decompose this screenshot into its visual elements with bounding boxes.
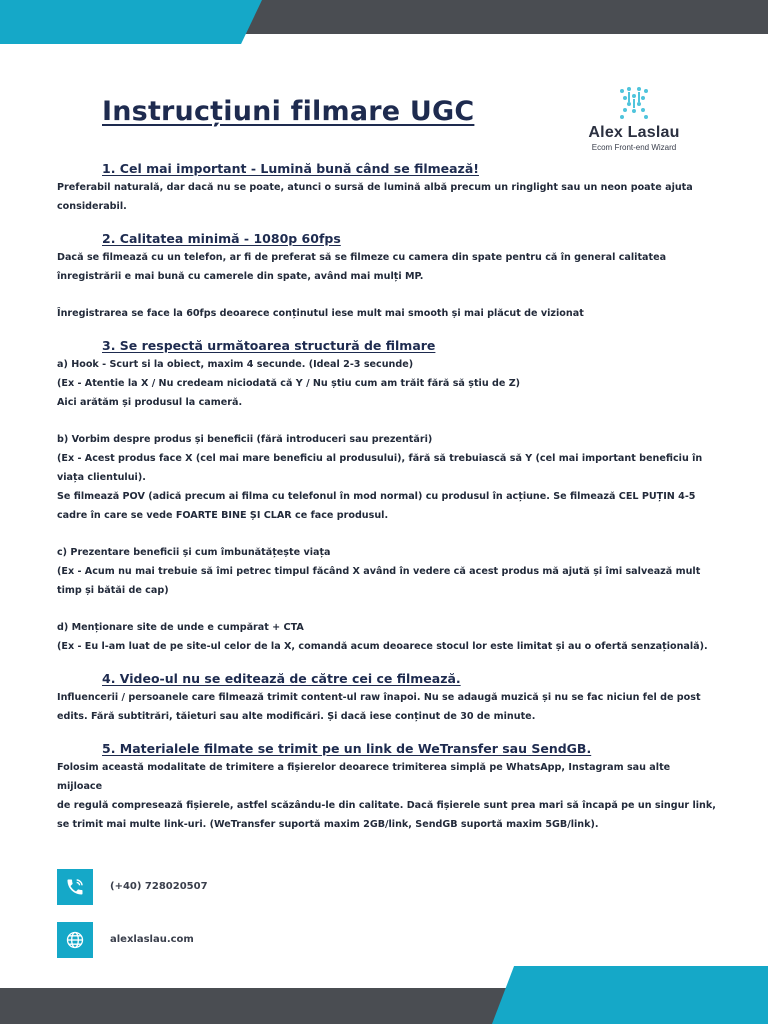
- paragraph-line: c) Prezentare beneficii și cum îmbunătățește viața: [57, 547, 331, 558]
- paragraph-line: (Ex - Acum nu mai trebuie să îmi petrec timpul făcând X având în vedere că acest produs mă ajută și îmi salvează mult: [57, 566, 701, 577]
- globe-icon: [65, 930, 85, 950]
- paragraph-line: înregistrării e mai bună cu camerele din spate, având mai mulți MP.: [57, 271, 424, 282]
- paragraph-line: Preferabil naturală, dar dacă nu se poate, atunci o sursă de lumină albă precum un ringlight sau un neon poate ajuta: [57, 182, 693, 193]
- paragraph-line: viața clientului).: [57, 472, 146, 483]
- paragraph-line: Aici arătăm și produsul la cameră.: [57, 397, 243, 408]
- logo-name: Alex Laslau: [588, 124, 680, 141]
- paragraph-line: a) Hook - Scurt si la obiect, maxim 4 secunde. (Ideal 2-3 secunde): [57, 359, 414, 370]
- section-5-heading: 5. Materialele filmate se trimit pe un link de WeTransfer sau SendGB.: [102, 741, 592, 756]
- top-accent-band: [0, 0, 262, 44]
- section-2-heading: 2. Calitatea minimă - 1080p 60fps: [102, 231, 341, 246]
- phone-number: (+40) 728020507: [110, 881, 208, 892]
- paragraph-line: Înregistrarea se face la 60fps deoarece conținutul iese mult mai smooth și mai plăcut de vizionat: [57, 308, 584, 319]
- paragraph-line: (Ex - Atentie la X / Nu credeam niciodată că Y / Nu știu cum am trăit fără să știu de Z): [57, 378, 521, 389]
- paragraph-line: Folosim această modalitate de trimitere a fișierelor deoarece trimiterea simplă pe WhatsApp, Instagram sau alte mijloace: [57, 762, 671, 792]
- paragraph-line: cadre în care se vede FOARTE BINE ȘI CLAR ce face produsul.: [57, 510, 389, 521]
- instructions-body: [57, 160, 717, 834]
- paragraph-line: b) Vorbim despre produs și beneficii (fără introduceri sau prezentări): [57, 434, 433, 445]
- paragraph-line: timp și bătăi de cap): [57, 585, 169, 596]
- paragraph-line: considerabil.: [57, 201, 127, 212]
- website-link[interactable]: alexlaslau.com: [110, 934, 194, 945]
- section-3-heading: 3. Se respectă următoarea structură de filmare: [102, 338, 436, 353]
- paragraph-line: (Ex - Eu l-am luat de pe site-ul celor de la X, comandă acum deoarece stocul lor este limitat și au o ofertă senzațională).: [57, 641, 708, 652]
- logo-tagline: Ecom Front-end Wizard: [591, 143, 677, 152]
- paragraph-line: Dacă se filmează cu un telefon, ar fi de preferat să se filmeze cu camera din spate pentru că în general calitatea: [57, 252, 667, 263]
- section-4-heading: 4. Video-ul nu se editează de către cei ce filmează.: [102, 671, 461, 686]
- phone-icon: [65, 877, 85, 897]
- paragraph-line: d) Menționare site de unde e cumpărat + CTA: [57, 622, 304, 633]
- logo-mark-icon: [617, 86, 651, 120]
- website-badge: [57, 922, 93, 958]
- page-title: Instrucțiuni filmare UGC: [102, 96, 475, 127]
- paragraph-line: (Ex - Acest produs face X (cel mai mare beneficiu al produsului), fără să trebuiască să Y (cel mai important beneficiu în: [57, 453, 703, 464]
- paragraph-line: edits. Fără subtitrări, tăieturi sau alte modificări. Și dacă iese conținut de 30 de minute.: [57, 711, 536, 722]
- phone-badge: [57, 869, 93, 905]
- paragraph-line: Influencerii / persoanele care filmează trimit content-ul raw înapoi. Nu se adaugă muzică și nu se fac niciun fel de post: [57, 692, 701, 703]
- section-1-heading: 1. Cel mai important - Lumină bună când se filmează!: [102, 161, 479, 176]
- paragraph-line: se trimit mai multe link-uri. (WeTransfer suportă maxim 2GB/link, SendGB suportă maxim 5GB/link).: [57, 819, 599, 830]
- bottom-accent-band: [492, 966, 768, 1024]
- paragraph-line: de regulă compresează fișierele, astfel scăzându-le din calitate. Dacă fișierele sunt prea mari să încapă pe un singur link,: [57, 800, 716, 811]
- paragraph-line: Se filmează POV (adică precum ai filma cu telefonul în mod normal) cu produsul în acțiune. Se filmează CEL PUȚIN 4-5: [57, 491, 696, 502]
- brand-logo: [578, 86, 690, 152]
